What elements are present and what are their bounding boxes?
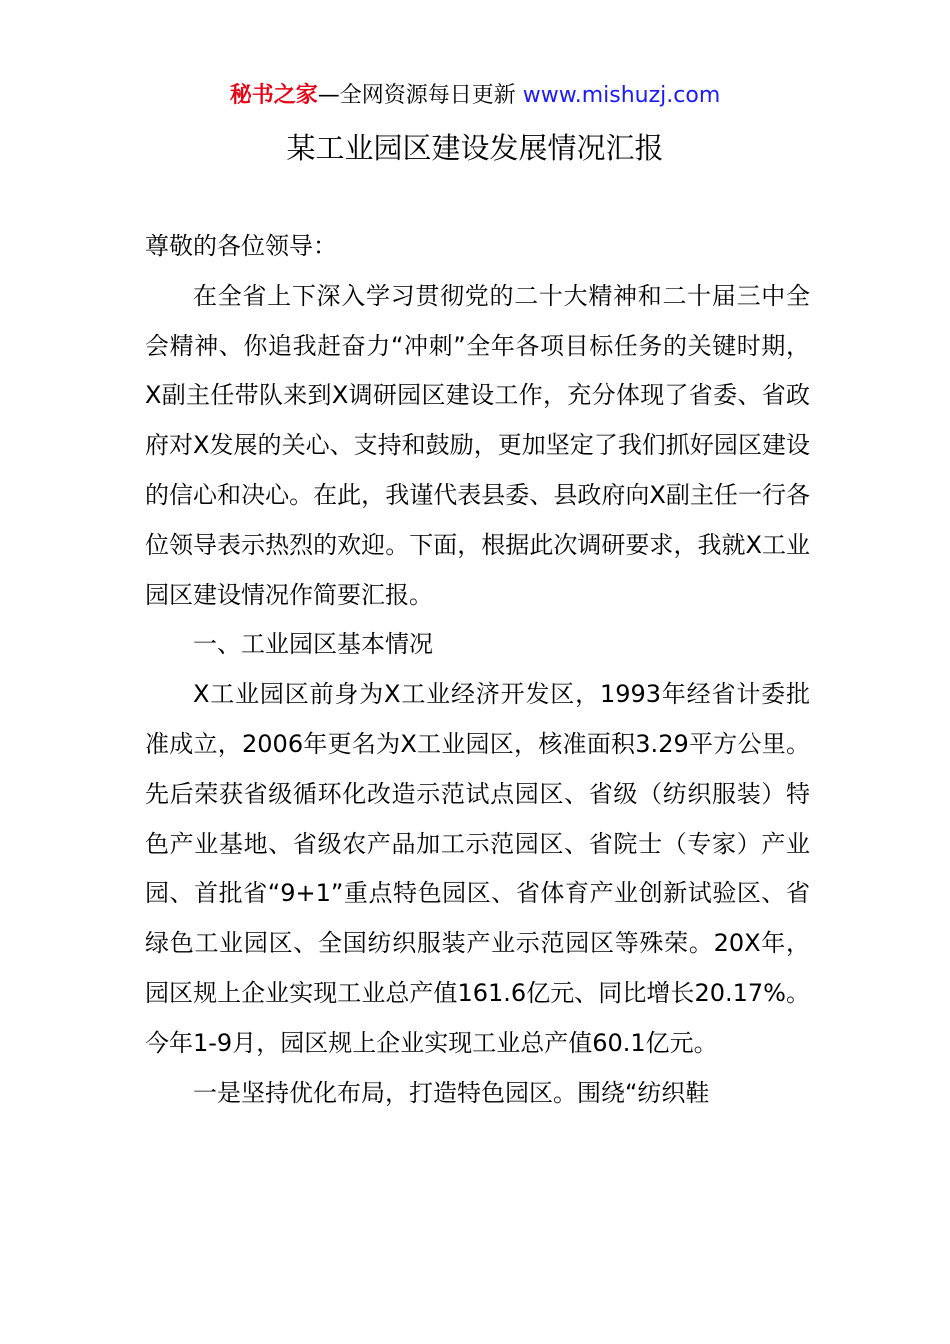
site-url-link[interactable]: www.mishuzj.com [522,83,721,108]
site-tagline: —全网资源每日更新 [317,83,523,108]
document-body [145,222,810,1118]
section-heading: 一、工业园区基本情况 [193,630,433,659]
overview-paragraph: X工业园区前身为X工业经济开发区，1993年经省计委批准成立，2006年更名为X工业园区，核准面积3.29平方公里。先后荣获省级循环化改造示范试点园区、省级（纺织服装）特色产业基地、省级农产品加工示范园区、省院士（专家）产业园、首批省“9+1”重点特色园区、省体育产业创新试验区、省绿色工业园区、全国纺织服装产业示范园区等殊荣。20X年，园区规上企业实现工业总产值161.6亿元、同比增长20.17%。今年1-9月，园区规上企业实现工业总产值60.1亿元。 [145,680,810,1057]
document-title: 某工业园区建设发展情况汇报 [286,131,664,165]
intro-paragraph: 在全省上下深入学习贯彻党的二十大精神和二十届三中全会精神、你追我赶奋力“冲刺”全年各项目标任务的关键时期，X副主任带队来到X调研园区建设工作，充分体现了省委、省政府对X发展的关心、支持和鼓励，更加坚定了我们抓好园区建设的信心和决心。在此，我谨代表县委、县政府向X副主任一行各位领导表示热烈的欢迎。下面，根据此次调研要求，我就X工业园区建设情况作简要汇报。 [145,281,810,609]
site-header-banner [0,80,950,112]
point-one-paragraph: 一是坚持优化布局，打造特色园区。围绕“纺织鞋 [193,1078,710,1107]
site-brand: 秘书之家 [229,83,318,108]
salutation: 尊敬的各位领导： [145,232,337,260]
